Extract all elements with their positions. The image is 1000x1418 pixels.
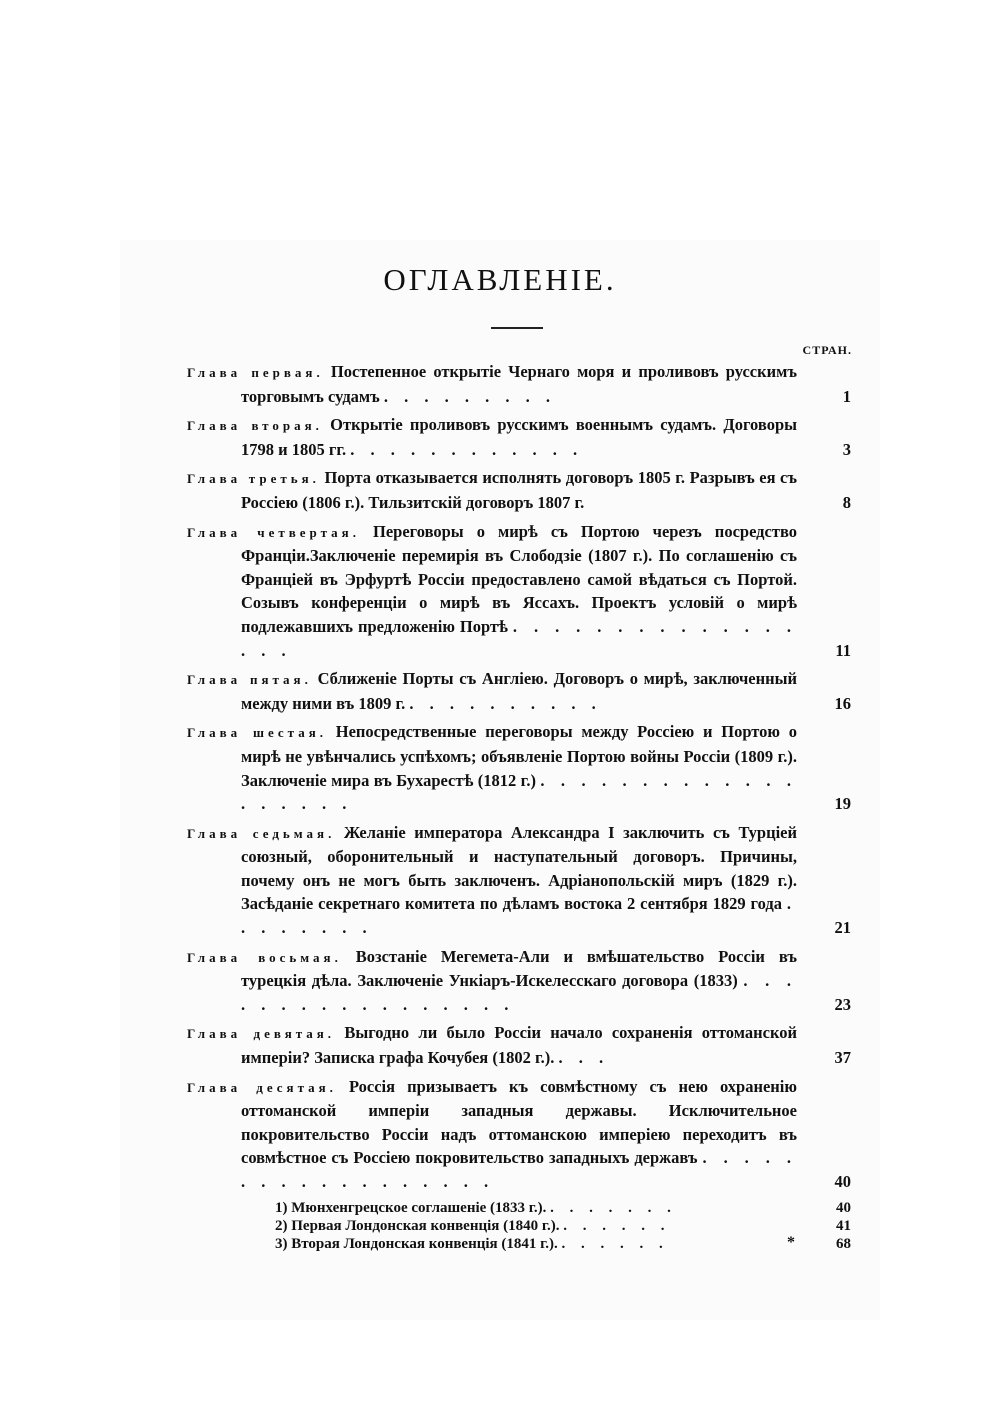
chapter-label: Глава пятая. [187, 672, 312, 688]
page-number: 41 [836, 1217, 851, 1234]
page-number: 23 [834, 994, 851, 1014]
toc-subentry [187, 1199, 853, 1217]
chapter-text: Непосредственные переговоры между Россіею и Портою о мирѣ не увѣнчались успѣхомъ; объявленіе Портою войны Россіи (1809 г.). Заключеніе мира въ Бухарестѣ (1812 г.) [241, 722, 798, 790]
toc-entry [187, 413, 853, 461]
page-number: 37 [834, 1048, 851, 1068]
chapter-label: Глава вторая. [187, 418, 323, 434]
page-number: 68 [836, 1235, 851, 1252]
toc-subentry [187, 1235, 853, 1253]
page-number: 8 [842, 492, 851, 512]
page-number: 1 [842, 386, 851, 406]
page-column-header: СТРАН. [802, 343, 852, 357]
leader-dots: . . . . . . [561, 1235, 669, 1252]
chapter-text: Выгодно ли было Россіи начало сохраненія оттоманской имперіи? Записка графа Кочубея (1802 г.). [241, 1023, 797, 1068]
toc-entry [187, 667, 853, 715]
leader-dots: . . . . . . [563, 1217, 671, 1234]
leader-dots: . . . . . . . . . [383, 386, 557, 406]
page-number: 40 [834, 1172, 851, 1191]
subentry-text: 2) Первая Лондонская конвенція (1840 г.). [275, 1217, 560, 1234]
leader-dots: . . . . . . . . [241, 894, 797, 938]
chapter-text: Возстаніе Мегемета-Али и вмѣшательство Россіи въ турецкія дѣла. Заключеніе Ункіаръ-Искелесскаго договора (1833) [241, 946, 797, 991]
chapter-label: Глава третья. [187, 471, 320, 487]
page-number: 16 [834, 693, 851, 713]
chapter-label: Глава шестая. [187, 725, 327, 741]
chapter-text: Постепенное открытіе Чернаго моря и проливовъ русскимъ торговымъ судамъ [241, 362, 797, 406]
subentry-text: 1) Мюнхенгрецское соглашеніе (1833 г.). [275, 1199, 547, 1216]
chapter-text: Переговоры о мирѣ съ Портою черезъ посредство Франціи.Заключеніе перемирія въ Слободзіе (1807 г.). По соглашенію съ Франціей въ Эрфуртѣ Россіи предоставлено самой вѣдаться съ Портой. Созывъ конференціи о мирѣ въ Яссахъ. Проектъ условій о мирѣ подлежавшихъ предложенію Портѣ [241, 521, 797, 636]
chapter-label: Глава десятая. [187, 1079, 337, 1095]
toc-entry [187, 360, 853, 408]
leader-dots: . . . . . . . [550, 1199, 677, 1216]
table-of-contents [187, 360, 853, 1253]
toc-subentry [187, 1217, 853, 1235]
end-mark: * [787, 1234, 795, 1251]
chapter-label: Глава первая. [187, 365, 324, 380]
page-number: 3 [842, 439, 851, 459]
chapter-label: Глава восьмая. [187, 949, 342, 965]
title-rule [491, 327, 543, 329]
toc-entry [187, 1021, 853, 1069]
chapter-text: Порта отказывается исполнять договоръ 1805 г. Разрывъ ея съ Россіею (1806 г.). Тильзитскій договоръ 1807 г. [241, 468, 798, 512]
chapter-label: Глава девятая. [187, 1026, 336, 1042]
leader-dots: . . . . . . . . . . . . [350, 439, 584, 459]
toc-entry [187, 466, 853, 514]
chapter-label: Глава четвертая. [187, 524, 360, 540]
chapter-label: Глава седьмая. [187, 825, 336, 841]
toc-entry [187, 945, 853, 1017]
page-number: 11 [835, 640, 851, 660]
leader-dots: . . . . . . . . . . . . . . . . . [241, 971, 797, 1014]
toc-entry [187, 821, 853, 940]
leader-dots: . . . [558, 1048, 610, 1068]
page-number: 21 [834, 918, 851, 938]
chapter-text: Желаніе императора Александра I заключить съ Турціей союзный, оборонительный и наступательный договоръ. Причины, почему онъ не могъ быть заключенъ. Адріанопольскій миръ (1829 г.). Засѣданіе секретнаго комитета по дѣламъ востока 2 сентября 1829 года [241, 822, 798, 914]
leader-dots: . . . . . . . . . . . . . . . . . [241, 616, 797, 660]
subentry-text: 3) Вторая Лондонская конвенція (1841 г.). [275, 1235, 558, 1252]
page-number: 40 [836, 1199, 851, 1216]
leader-dots: . . . . . . . . . . [409, 693, 602, 713]
chapter-text: Открытіе проливовъ русскимъ военнымъ судамъ. Договоры 1798 и 1805 гг. [241, 415, 798, 459]
page-number: 19 [834, 794, 851, 814]
leader-dots: . . . . . . . . . . . . . . . . . . [241, 1148, 798, 1191]
toc-entry [187, 1075, 853, 1194]
toc-entry [187, 720, 853, 815]
leader-dots: . . . . . . . . . . . . . . . . . . . [241, 770, 797, 814]
chapter-text: Сближеніе Порты съ Англіею. Договоръ о мирѣ, заключенный между ними въ 1809 г. [241, 669, 797, 713]
toc-entry [187, 520, 853, 663]
page-title: ОГЛАВЛЕНІЕ. [383, 262, 617, 297]
chapter-text: Россія призываетъ къ совмѣстному съ нею охраненію оттоманской имперіи западныя державы. Исключительное покровительство Россіи надъ оттоманскою имперіею переходитъ въ совмѣстное съ Россіею покровительство западныхъ державъ [241, 1076, 798, 1168]
